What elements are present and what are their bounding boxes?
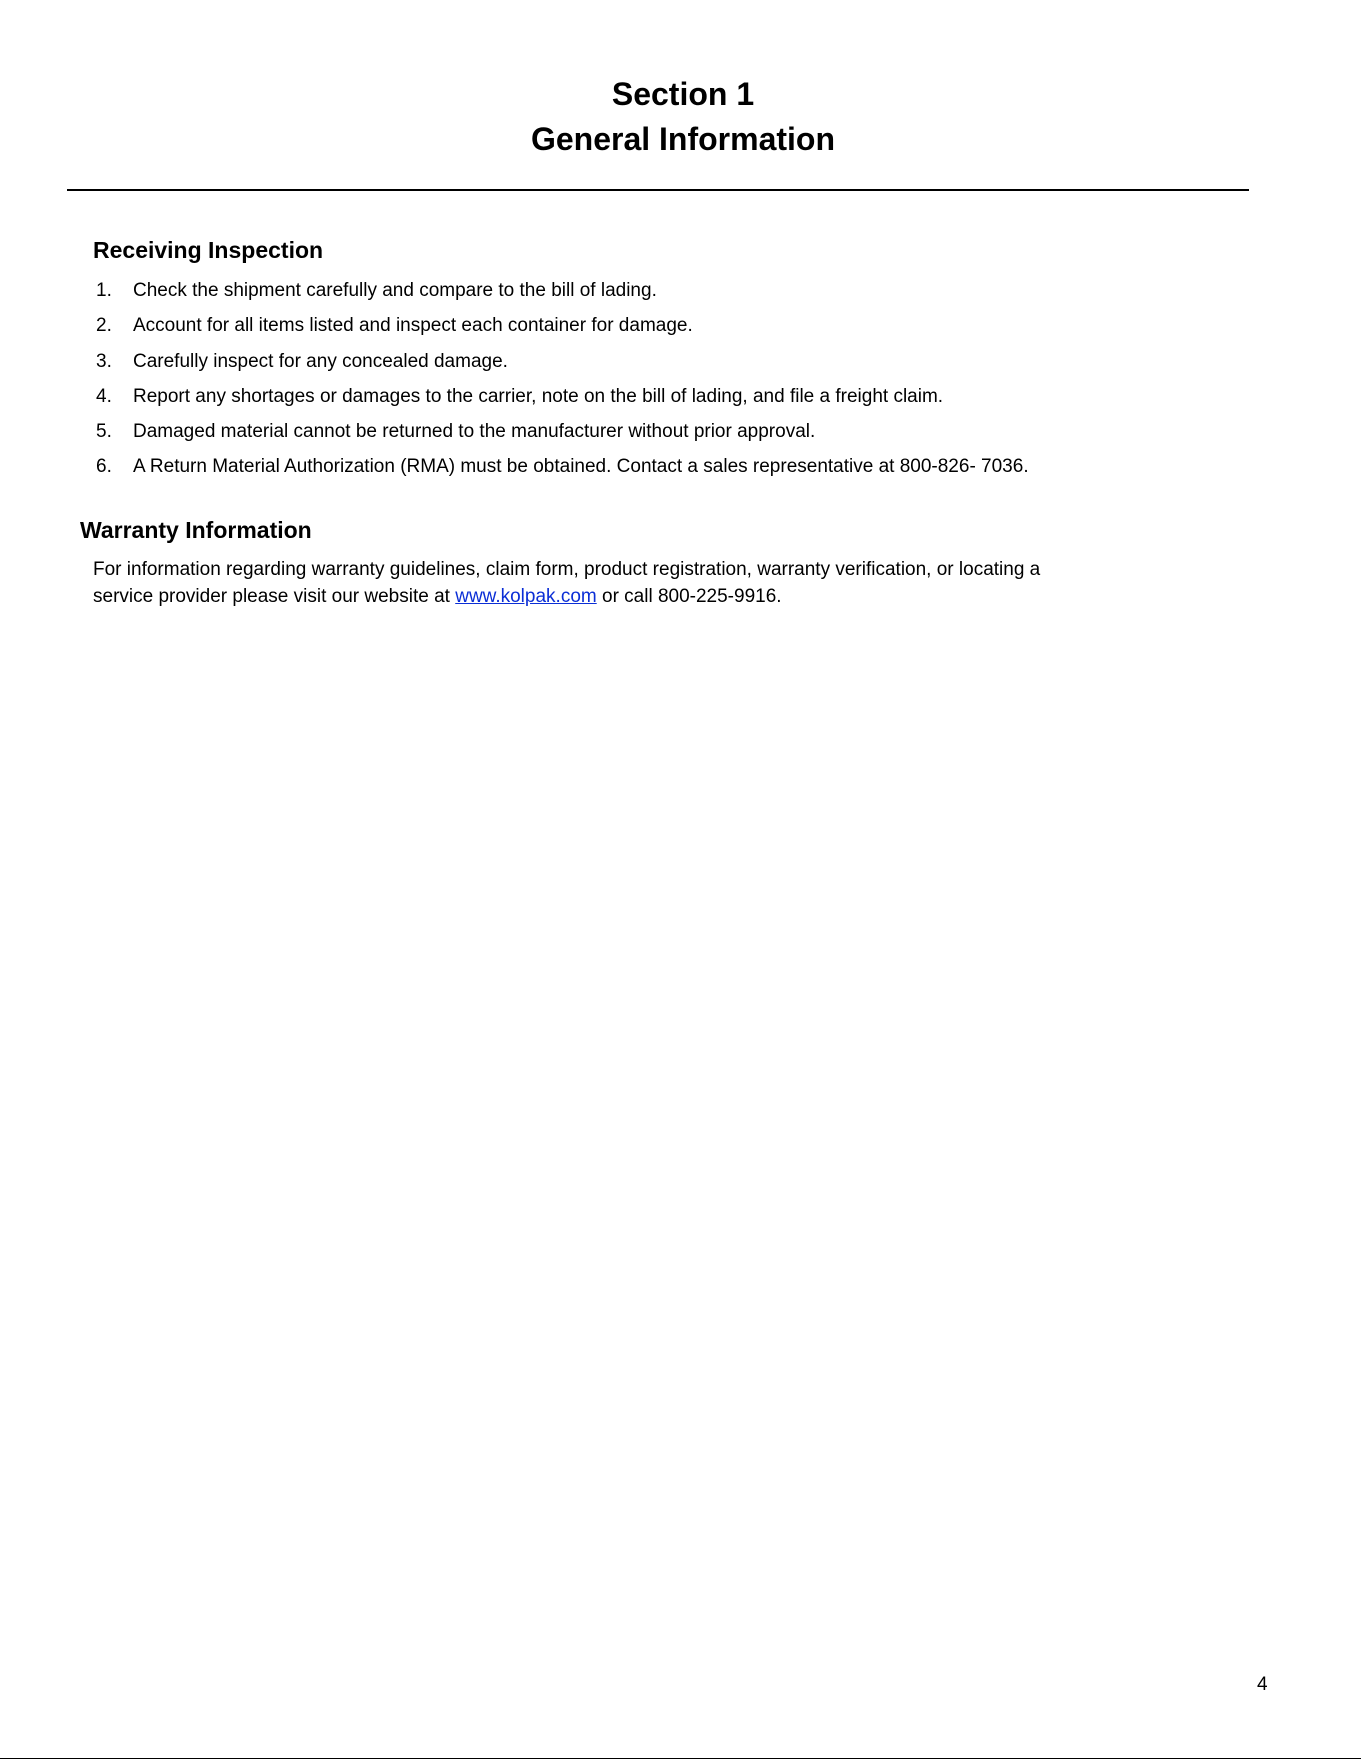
header-divider [67, 189, 1249, 191]
list-item-number: 5. [96, 421, 112, 443]
list-item-text: Check the shipment carefully and compare to the bill of lading. [133, 280, 657, 301]
list-item-text: Report any shortages or damages to the carrier, note on the bill of lading, and file a freight claim. [133, 385, 944, 407]
receiving-steps-list [96, 276, 1029, 488]
list-item-number: 6. [96, 456, 112, 478]
list-item [96, 311, 1029, 346]
warranty-text-before: For information regarding warranty guidelines, claim form, product registration, warranty verification, or locating a service provider please visit our website at [93, 559, 1041, 607]
website-link[interactable]: www.kolpak.com [455, 586, 597, 607]
section-header [0, 72, 1361, 162]
warranty-text-after: or call 800-225-9916. [596, 586, 782, 607]
list-item [96, 382, 1029, 417]
section-number: Section 1 [611, 76, 755, 112]
warranty-paragraph [93, 556, 1093, 610]
warranty-information-heading: Warranty Information [80, 517, 312, 543]
receiving-inspection-heading: Receiving Inspection [93, 237, 324, 263]
list-item-text: Damaged material cannot be returned to the manufacturer without prior approval. [133, 421, 816, 443]
list-item-text: Account for all items listed and inspect each container for damage. [133, 315, 693, 337]
page-number: 4 [1257, 1674, 1268, 1695]
list-item-number: 3. [96, 350, 112, 372]
list-item-text: A Return Material Authorization (RMA) must be obtained. Contact a sales representative at 800-826- 7036. [133, 456, 1029, 478]
section-title: General Information [530, 121, 836, 157]
list-item-text: Carefully inspect for any concealed damage. [133, 350, 508, 372]
list-item-number: 1. [96, 280, 112, 301]
list-item [96, 276, 1029, 311]
list-item [96, 417, 1029, 452]
list-item-number: 4. [96, 385, 112, 407]
list-item [96, 452, 1029, 487]
page-bottom-border [0, 1758, 1361, 1759]
list-item [96, 347, 1029, 382]
list-item-number: 2. [96, 315, 112, 337]
